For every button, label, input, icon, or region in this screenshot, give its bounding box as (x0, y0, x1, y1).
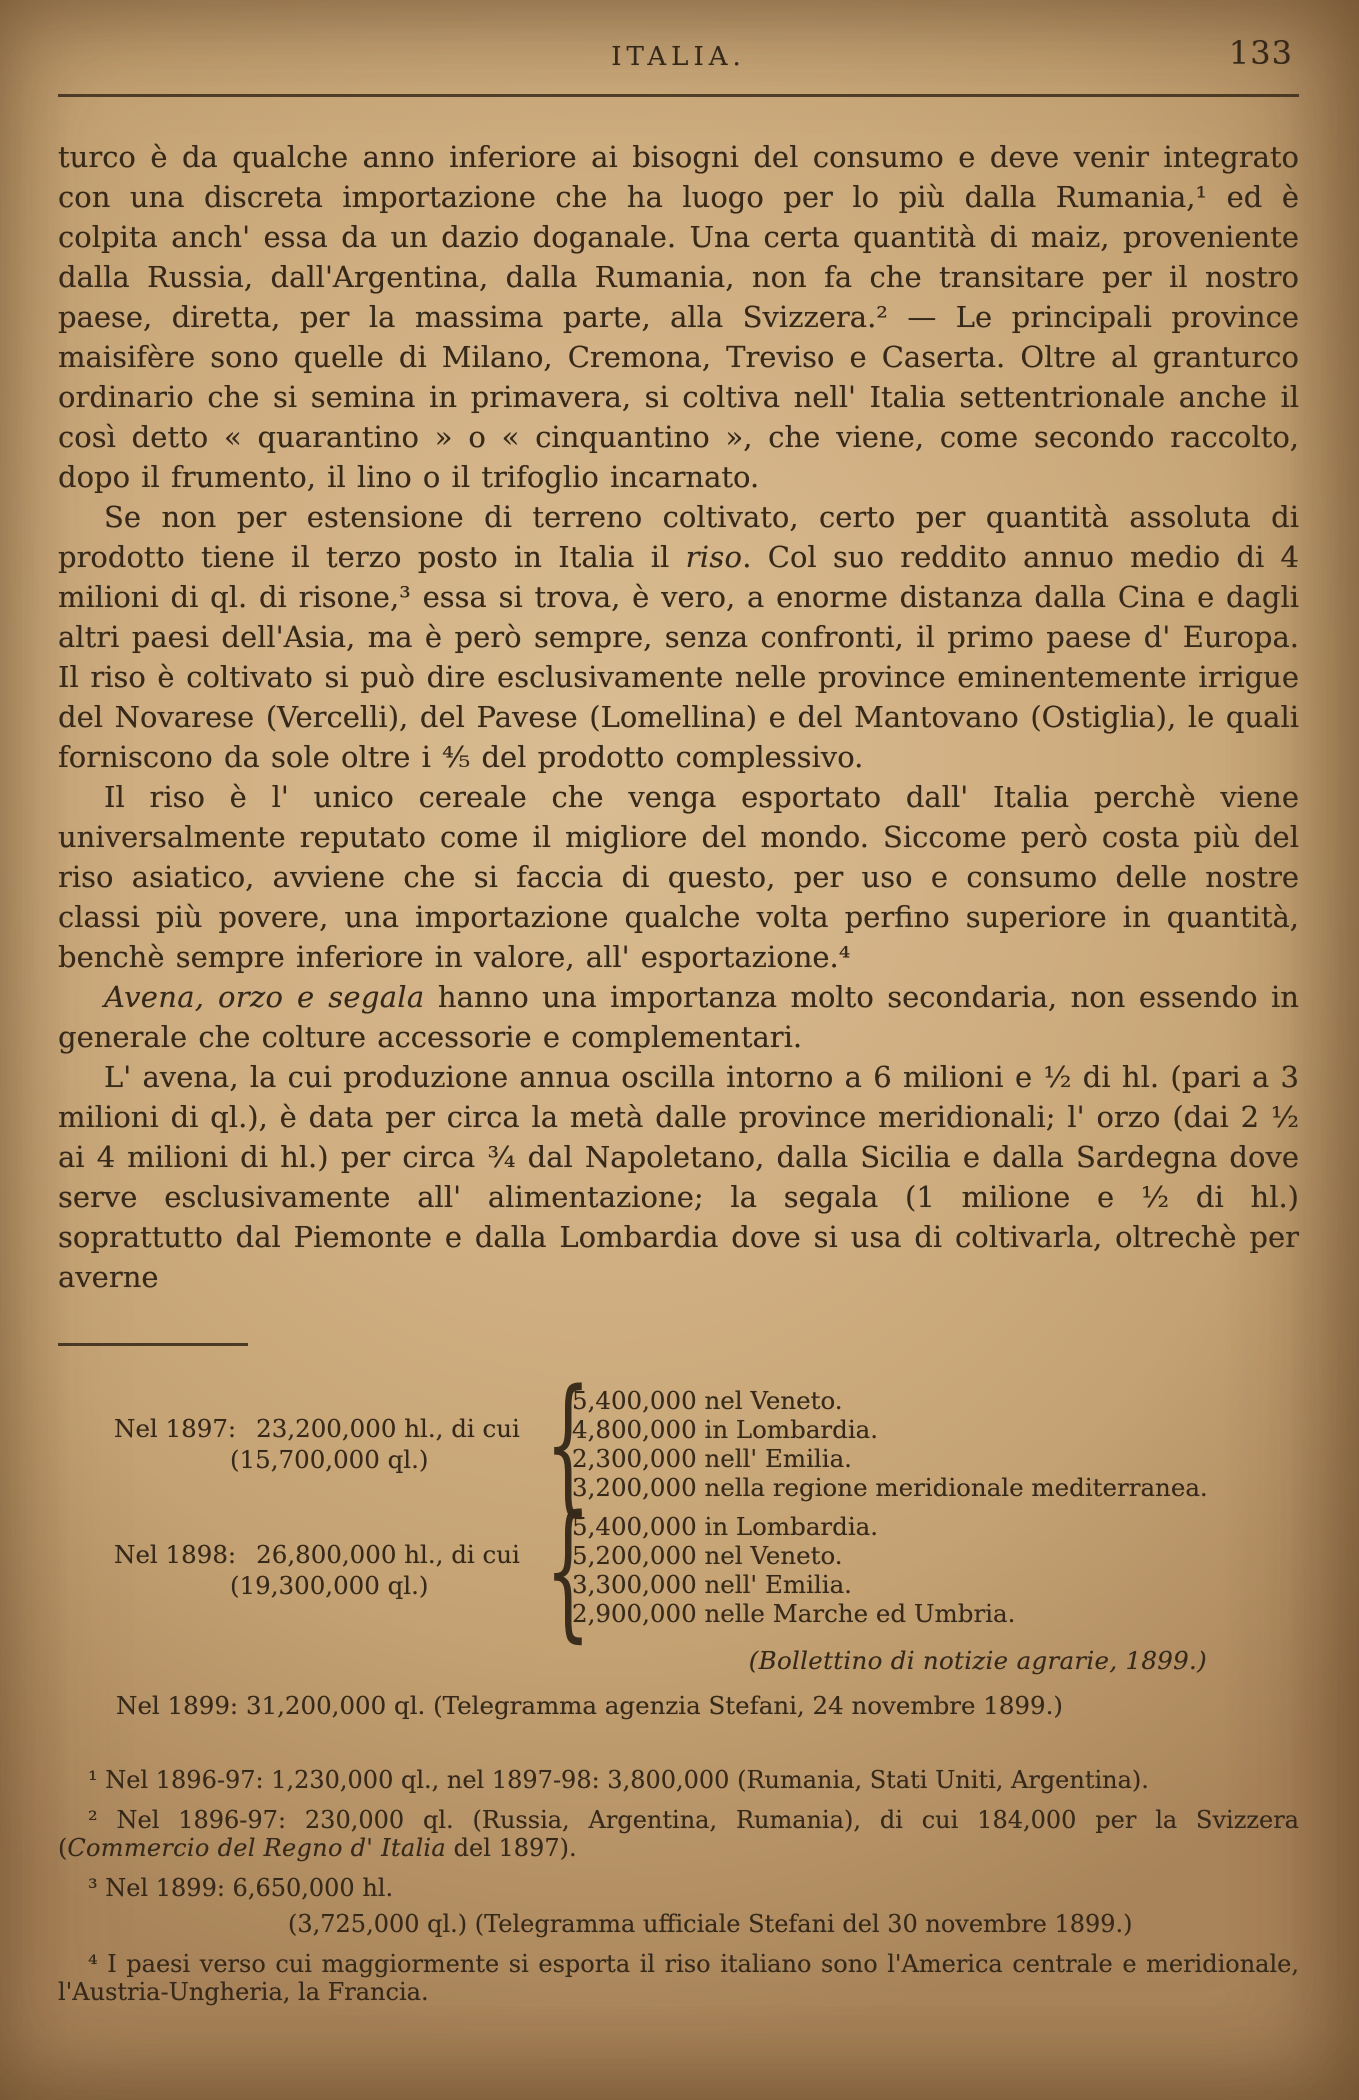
stat-item: 2,900,000 nelle Marche ed Umbria. (572, 1599, 1016, 1628)
stat-items (572, 1386, 1299, 1502)
footnote-1: ¹ Nel 1896-97: 1,230,000 ql., nel 1897-98: 3,800,000 (Rumania, Stati Uniti, Argentina). (88, 1766, 1149, 1794)
body-paragraph: Se non per estensione di terreno coltivato, certo per quantità assoluta di prodotto tiene il terzo posto in Italia il riso. Col suo reddito annuo medio di 4 milioni di ql. di risone,³ essa si trova, è vero, a enorme distanza dalla Cina e dagli altri paesi dell'Asia, ma è però sempre, senza confronti, il primo paese d' Europa. Il riso è coltivato si può dire esclusivamente nelle province eminentemente irrigue del Novarese (Vercelli), del Pavese (Lomellina) e del Mantovano (Ostiglia), le quali forniscono da sole oltre i ⁴⁄₅ del prodotto complessivo. (58, 500, 1299, 774)
stat-item: 5,400,000 in Lombardia. (572, 1512, 879, 1541)
running-title: ITALIA. (611, 42, 746, 72)
footnote-3-continuation: (3,725,000 ql.) (Telegramma ufficiale Stefani del 30 novembre 1899.) (288, 1910, 1133, 1938)
brace-icon: { (545, 1484, 591, 1656)
footnotes (58, 1766, 1299, 2006)
stat-line-1899: Nel 1899: 31,200,000 ql. (Telegramma agenzia Stefani, 24 novembre 1899.) (116, 1691, 1063, 1720)
body-paragraph: Il riso è l' unico cereale che venga esportato dall' Italia perchè viene universalmente reputato come il migliore del mondo. Siccome però costa più del riso asiatico, avviene che si faccia di questo, per uso e consumo delle nostre classi più povere, una importazione qualche volta perfino superiore in quantità, benchè sempre inferiore in valore, all' esportazione.⁴ (58, 780, 1299, 974)
statistics-block (58, 1358, 1299, 1720)
body-paragraph: turco è da qualche anno inferiore ai bisogni del consumo e deve venir integrato con una discreta importazione che ha luogo per lo più dalla Rumania,¹ ed è colpita anch' essa da un dazio doganale. Una certa quantità di maiz, proveniente dalla Russia, dall'Argentina, dalla Rumania, non fa che transitare per il nostro paese, diretta, per la massima parte, alla Svizzera.² — Le principali province maisifère sono quelle di Milano, Cremona, Treviso e Caserta. Oltre al granturco ordinario che si semina in primavera, si coltiva nell' Italia settentrionale anche il così detto « quarantino » o « cinquantino », che viene, come secondo raccolto, dopo il frumento, il lino o il trifoglio incarnato. (58, 140, 1299, 494)
stat-item: 3,300,000 nell' Emilia. (572, 1570, 852, 1599)
stat-items (572, 1512, 1299, 1628)
page-number: 133 (1228, 34, 1293, 72)
stat-year: Nel 1898: (114, 1540, 237, 1569)
stat-amount: 26,800,000 hl., di cui (256, 1540, 520, 1569)
header-rule (58, 94, 1299, 97)
brace-icon: { (545, 1358, 591, 1530)
stat-item: 5,400,000 nel Veneto. (572, 1386, 843, 1415)
footnote-rule (58, 1343, 248, 1346)
stat-item: 2,300,000 nell' Emilia. (572, 1444, 852, 1473)
stat-label (58, 1414, 536, 1474)
footnote-3: ³ Nel 1899: 6,650,000 hl. (88, 1874, 394, 1902)
stat-item: 4,800,000 in Lombardia. (572, 1415, 879, 1444)
body-paragraph: L' avena, la cui produzione annua oscilla intorno a 6 milioni e ¹⁄₂ di hl. (pari a 3 milioni di ql.), è data per circa la metà dalle province meridionali; l' orzo (dai 2 ¹⁄₂ ai 4 milioni di hl.) per circa ³⁄₄ dal Napoletano, dalla Sicilia e dalla Sardegna dove serve esclusivamente all' alimentazione; la segala (1 milione e ¹⁄₂ di hl.) soprattutto dal Piemonte e dalla Lombardia dove si usa di coltivarla, oltrechè per averne (58, 1060, 1299, 1294)
stat-item: 3,200,000 nella regione meridionale mediterranea. (572, 1473, 1208, 1502)
body-paragraph: Avena, orzo e segala hanno una importanza molto secondaria, non essendo in generale che colture accessorie e complementari. (58, 980, 1299, 1054)
stat-quintali: (15,700,000 ql.) (230, 1445, 429, 1474)
stat-label (58, 1540, 536, 1600)
body-text (58, 137, 1299, 1297)
stat-year: Nel 1897: (114, 1414, 237, 1443)
page-content (58, 34, 1299, 2018)
stat-quintali: (19,300,000 ql.) (230, 1571, 429, 1600)
stats-source-citation: (Bollettino di notizie agrarie, 1899.) (748, 1646, 1207, 1675)
stat-amount: 23,200,000 hl., di cui (256, 1414, 520, 1443)
footnote-2: ² Nel 1896-97: 230,000 ql. (Russia, Argentina, Rumania), di cui 184,000 per la Svizzera (Commercio del Regno d' Italia del 1897). (58, 1806, 1299, 1862)
page-header (58, 34, 1299, 80)
stat-item: 5,200,000 nel Veneto. (572, 1541, 843, 1570)
footnote-4: ⁴ I paesi verso cui maggiormente si esporta il riso italiano sono l'America centrale e meridionale, l'Austria-Ungheria, la Francia. (58, 1950, 1299, 2006)
